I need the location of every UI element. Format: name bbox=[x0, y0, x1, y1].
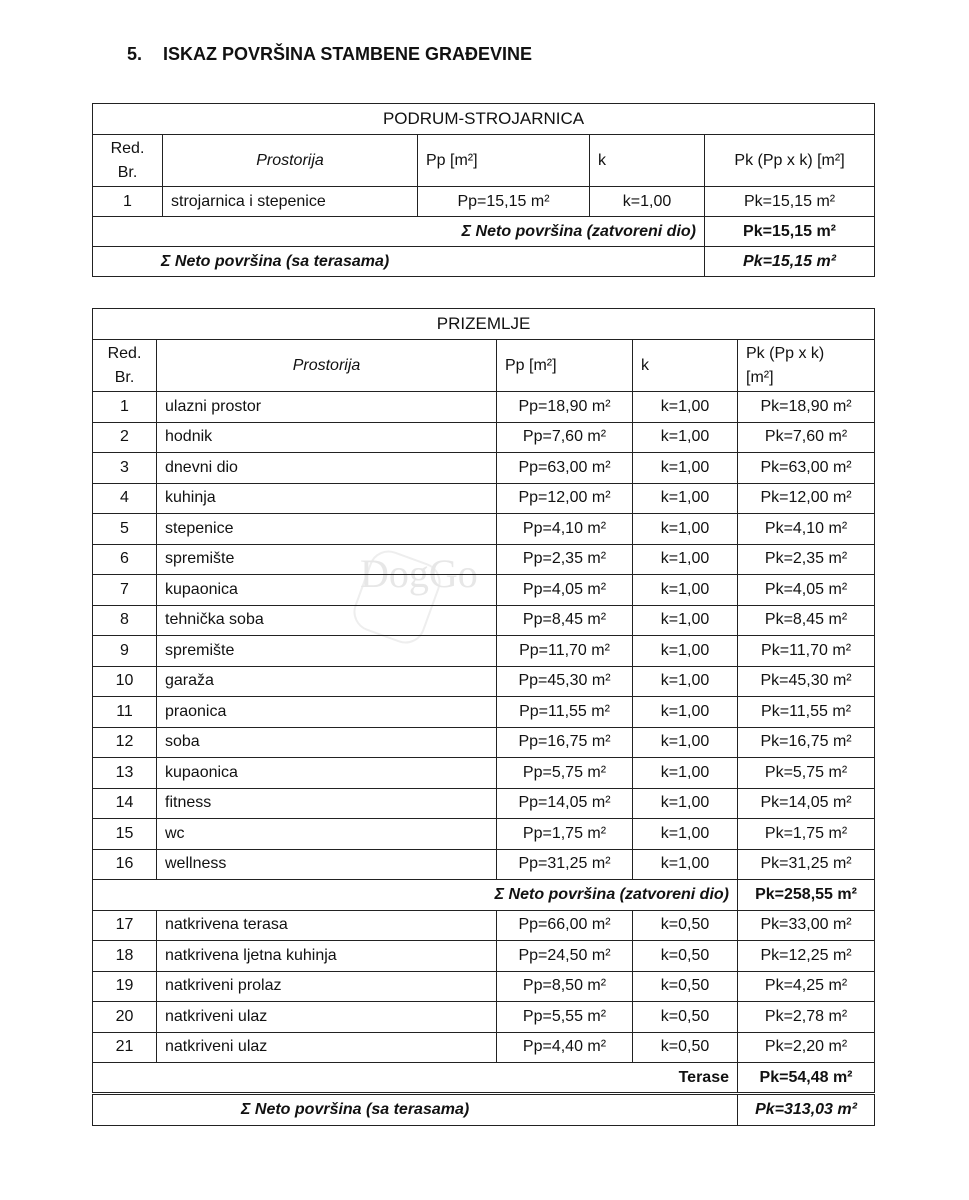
row-pp: Pp=11,55 m² bbox=[497, 697, 633, 728]
table-row bbox=[93, 187, 875, 217]
table-row bbox=[93, 819, 875, 850]
row-pp: Pp=15,15 m² bbox=[418, 187, 590, 217]
sum-closed-label: Σ Neto površina (zatvoreni dio) bbox=[93, 217, 705, 247]
row-k: k=1,00 bbox=[633, 819, 738, 850]
row-pp: Pp=31,25 m² bbox=[497, 849, 633, 880]
header-pk: Pk (Pp x k) [m²] bbox=[738, 340, 875, 392]
row-pk: Pk=4,25 m² bbox=[738, 971, 875, 1002]
row-pp: Pp=4,05 m² bbox=[497, 575, 633, 606]
row-room: wc bbox=[157, 819, 497, 850]
table-prizemlje bbox=[92, 308, 875, 1126]
row-number: 9 bbox=[93, 636, 157, 667]
table-row bbox=[93, 392, 875, 423]
row-pk: Pk=2,78 m² bbox=[738, 1002, 875, 1033]
row-number: 11 bbox=[93, 697, 157, 728]
row-k: k=0,50 bbox=[633, 941, 738, 972]
row-pp: Pp=1,75 m² bbox=[497, 819, 633, 850]
row-k: k=1,00 bbox=[633, 514, 738, 545]
table-row bbox=[93, 544, 875, 575]
row-number: 10 bbox=[93, 666, 157, 697]
header-pk: Pk (Pp x k) [m²] bbox=[705, 135, 875, 187]
row-pk: Pk=14,05 m² bbox=[738, 788, 875, 819]
table-row bbox=[93, 453, 875, 484]
row-k: k=0,50 bbox=[633, 910, 738, 941]
row-k: k=1,00 bbox=[633, 392, 738, 423]
row-pp: Pp=8,50 m² bbox=[497, 971, 633, 1002]
table-row bbox=[93, 514, 875, 545]
row-pp: Pp=4,40 m² bbox=[497, 1032, 633, 1063]
header-red-br: Red. Br. bbox=[93, 340, 157, 392]
row-number: 19 bbox=[93, 971, 157, 1002]
row-pp: Pp=2,35 m² bbox=[497, 544, 633, 575]
row-number: 7 bbox=[93, 575, 157, 606]
row-pp: Pp=11,70 m² bbox=[497, 636, 633, 667]
row-pp: Pp=45,30 m² bbox=[497, 666, 633, 697]
row-number: 3 bbox=[93, 453, 157, 484]
row-number: 18 bbox=[93, 941, 157, 972]
row-number: 21 bbox=[93, 1032, 157, 1063]
section-title: ISKAZ POVRŠINA STAMBENE GRAĐEVINE bbox=[163, 44, 533, 64]
header-k: k bbox=[633, 340, 738, 392]
row-room: natkriveni ulaz bbox=[157, 1032, 497, 1063]
table-row bbox=[93, 910, 875, 941]
row-number: 1 bbox=[93, 392, 157, 423]
row-number: 5 bbox=[93, 514, 157, 545]
row-room: hodnik bbox=[157, 422, 497, 453]
row-pk: Pk=12,00 m² bbox=[738, 483, 875, 514]
row-room: kupaonica bbox=[157, 758, 497, 789]
row-k: k=1,00 bbox=[633, 666, 738, 697]
table-row bbox=[93, 575, 875, 606]
row-number: 13 bbox=[93, 758, 157, 789]
row-pk: Pk=33,00 m² bbox=[738, 910, 875, 941]
row-room: stepenice bbox=[157, 514, 497, 545]
row-number: 20 bbox=[93, 1002, 157, 1033]
row-pk: Pk=4,05 m² bbox=[738, 575, 875, 606]
watermark: DogGo bbox=[360, 551, 478, 596]
sum-total-label: Σ Neto površina (sa terasama) bbox=[93, 1094, 738, 1126]
row-pk: Pk=18,90 m² bbox=[738, 392, 875, 423]
terrace-value: Pk=54,48 m² bbox=[738, 1063, 875, 1094]
row-number: 6 bbox=[93, 544, 157, 575]
table-row bbox=[93, 605, 875, 636]
row-room: tehnička soba bbox=[157, 605, 497, 636]
row-room: natkrivena terasa bbox=[157, 910, 497, 941]
table-row bbox=[93, 727, 875, 758]
terrace-label: Terase bbox=[93, 1063, 738, 1094]
row-pp: Pp=63,00 m² bbox=[497, 453, 633, 484]
header-prostorija: Prostorija bbox=[157, 340, 497, 392]
table-title: PODRUM-STROJARNICA bbox=[93, 104, 875, 135]
table-row bbox=[93, 1002, 875, 1033]
row-pp: Pp=5,55 m² bbox=[497, 1002, 633, 1033]
row-pk: Pk=15,15 m² bbox=[705, 187, 875, 217]
sum-total-value: Pk=15,15 m² bbox=[705, 247, 875, 277]
row-room: praonica bbox=[157, 697, 497, 728]
row-k: k=0,50 bbox=[633, 1002, 738, 1033]
row-pk: Pk=11,70 m² bbox=[738, 636, 875, 667]
table-row bbox=[93, 636, 875, 667]
row-room: strojarnica i stepenice bbox=[163, 187, 418, 217]
row-number: 4 bbox=[93, 483, 157, 514]
row-room: natkrivena ljetna kuhinja bbox=[157, 941, 497, 972]
row-room: garaža bbox=[157, 666, 497, 697]
row-pp: Pp=16,75 m² bbox=[497, 727, 633, 758]
row-room: natkriveni ulaz bbox=[157, 1002, 497, 1033]
row-pk: Pk=45,30 m² bbox=[738, 666, 875, 697]
section-number: 5. bbox=[127, 44, 143, 64]
row-number: 2 bbox=[93, 422, 157, 453]
row-pk: Pk=11,55 m² bbox=[738, 697, 875, 728]
row-k: k=1,00 bbox=[633, 758, 738, 789]
table-podrum bbox=[92, 103, 875, 277]
row-number: 8 bbox=[93, 605, 157, 636]
row-number: 1 bbox=[93, 187, 163, 217]
row-room: kupaonica bbox=[157, 575, 497, 606]
table-row bbox=[93, 941, 875, 972]
row-k: k=1,00 bbox=[633, 422, 738, 453]
row-pp: Pp=7,60 m² bbox=[497, 422, 633, 453]
row-number: 16 bbox=[93, 849, 157, 880]
row-room: dnevni dio bbox=[157, 453, 497, 484]
row-pp: Pp=66,00 m² bbox=[497, 910, 633, 941]
table-row bbox=[93, 788, 875, 819]
row-pk: Pk=16,75 m² bbox=[738, 727, 875, 758]
row-pp: Pp=14,05 m² bbox=[497, 788, 633, 819]
row-pp: Pp=5,75 m² bbox=[497, 758, 633, 789]
row-pk: Pk=8,45 m² bbox=[738, 605, 875, 636]
sum-closed-label: Σ Neto površina (zatvoreni dio) bbox=[93, 880, 738, 911]
sum-total-label: Σ Neto površina (sa terasama) bbox=[93, 247, 705, 277]
header-k: k bbox=[590, 135, 705, 187]
sum-closed-value: Pk=258,55 m² bbox=[738, 880, 875, 911]
row-room: ulazni prostor bbox=[157, 392, 497, 423]
row-pk: Pk=12,25 m² bbox=[738, 941, 875, 972]
table-row bbox=[93, 666, 875, 697]
row-room: wellness bbox=[157, 849, 497, 880]
row-pp: Pp=8,45 m² bbox=[497, 605, 633, 636]
sum-closed-value: Pk=15,15 m² bbox=[705, 217, 875, 247]
row-pp: Pp=24,50 m² bbox=[497, 941, 633, 972]
row-number: 12 bbox=[93, 727, 157, 758]
table-row bbox=[93, 758, 875, 789]
row-k: k=1,00 bbox=[633, 575, 738, 606]
row-room: spremište bbox=[157, 636, 497, 667]
row-k: k=1,00 bbox=[590, 187, 705, 217]
row-k: k=1,00 bbox=[633, 727, 738, 758]
row-pk: Pk=31,25 m² bbox=[738, 849, 875, 880]
header-pp: Pp [m²] bbox=[418, 135, 590, 187]
row-pp: Pp=12,00 m² bbox=[497, 483, 633, 514]
row-pp: Pp=4,10 m² bbox=[497, 514, 633, 545]
row-pk: Pk=63,00 m² bbox=[738, 453, 875, 484]
table-row bbox=[93, 422, 875, 453]
row-room: spremište bbox=[157, 544, 497, 575]
header-red-br: Red. Br. bbox=[93, 135, 163, 187]
table-row bbox=[93, 483, 875, 514]
row-k: k=1,00 bbox=[633, 849, 738, 880]
row-k: k=1,00 bbox=[633, 697, 738, 728]
row-pk: Pk=2,20 m² bbox=[738, 1032, 875, 1063]
row-k: k=1,00 bbox=[633, 483, 738, 514]
table-row bbox=[93, 1032, 875, 1063]
table-title: PRIZEMLJE bbox=[93, 309, 875, 340]
table-row bbox=[93, 971, 875, 1002]
header-prostorija: Prostorija bbox=[163, 135, 418, 187]
row-number: 17 bbox=[93, 910, 157, 941]
row-room: kuhinja bbox=[157, 483, 497, 514]
header-pp: Pp [m²] bbox=[497, 340, 633, 392]
row-k: k=1,00 bbox=[633, 788, 738, 819]
row-k: k=1,00 bbox=[633, 605, 738, 636]
row-k: k=1,00 bbox=[633, 453, 738, 484]
row-k: k=0,50 bbox=[633, 1032, 738, 1063]
row-pk: Pk=1,75 m² bbox=[738, 819, 875, 850]
row-k: k=1,00 bbox=[633, 636, 738, 667]
row-pk: Pk=2,35 m² bbox=[738, 544, 875, 575]
row-room: fitness bbox=[157, 788, 497, 819]
row-pp: Pp=18,90 m² bbox=[497, 392, 633, 423]
row-pk: Pk=7,60 m² bbox=[738, 422, 875, 453]
sum-total-value: Pk=313,03 m² bbox=[738, 1094, 875, 1126]
row-pk: Pk=5,75 m² bbox=[738, 758, 875, 789]
section-heading bbox=[127, 44, 532, 65]
row-room: natkriveni prolaz bbox=[157, 971, 497, 1002]
row-number: 15 bbox=[93, 819, 157, 850]
row-k: k=1,00 bbox=[633, 544, 738, 575]
row-k: k=0,50 bbox=[633, 971, 738, 1002]
table-row bbox=[93, 697, 875, 728]
row-room: soba bbox=[157, 727, 497, 758]
table-row bbox=[93, 849, 875, 880]
row-number: 14 bbox=[93, 788, 157, 819]
row-pk: Pk=4,10 m² bbox=[738, 514, 875, 545]
